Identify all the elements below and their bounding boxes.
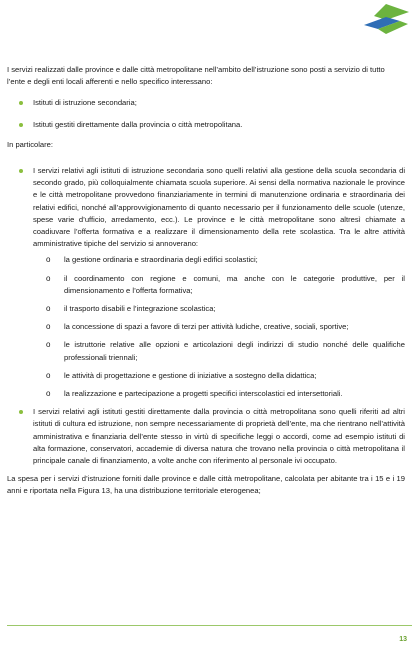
list-item: o il trasporto disabili e l’integrazione scolastica; bbox=[0, 303, 405, 315]
list-item: o la gestione ordinaria e straordinaria degli edifici scolastici; bbox=[0, 254, 405, 266]
bullet-icon bbox=[19, 169, 23, 173]
list-item: o le attività di progettazione e gestione di iniziative a sostegno della didattica; bbox=[0, 370, 405, 382]
circle-bullet-icon: o bbox=[46, 304, 51, 314]
list-item: Istituti gestiti direttamente dalla provincia o città metropolitana. bbox=[7, 119, 405, 131]
circle-bullet-icon: o bbox=[46, 389, 51, 399]
circle-bullet-icon: o bbox=[46, 340, 51, 350]
service-list bbox=[7, 97, 405, 130]
bullet-icon bbox=[19, 123, 23, 127]
section-label: In particolare: bbox=[7, 139, 54, 149]
logo-icon bbox=[362, 3, 410, 35]
list-item: Istituti di istruzione secondaria; bbox=[7, 97, 405, 109]
circle-bullet-icon: o bbox=[46, 255, 51, 265]
bullet-icon bbox=[19, 410, 23, 414]
closing-paragraph: La spesa per i servizi d’istruzione forniti dalle province e dalle città metropolitane, calcolata per abitante tra i 15 e i 19 anni e riportata nella Figura 13, ha una distribuzione territoriale eterogenea; bbox=[7, 474, 405, 496]
footer-divider bbox=[7, 625, 412, 626]
circle-bullet-icon: o bbox=[46, 370, 51, 380]
list-item: o la concessione di spazi a favore di terzi per attività ludiche, creative, sociali, sportive; bbox=[0, 321, 405, 333]
circle-bullet-icon: o bbox=[46, 273, 51, 283]
document-body bbox=[7, 64, 405, 498]
page-number: 13 bbox=[399, 636, 407, 643]
detail-secondary-schools: I servizi relativi agli istituti di istruzione secondaria sono quelli relativi alla gestione della scuola secondaria di secondo grado, più colloquialmente chiamata scuola superiore. Ai sensi della normativa nazionale le province e le città metropolitane provvedono finanziariamente in termini di manutenzione ordinaria e straordinaria dei relativi edifici, nonché all’approvvigionamento di quanto necessario per il funzionamento delle scuole (utenze, spese varie d’ufficio, arredamento, ecc.). Le province e le città metropolitane sono altresì chiamate a coadiuvare l’offerta formativa e a realizzare il dimensionamento della rete scolastica. Tra le altre attività amministrative tipiche del servizio si annoverano: bbox=[7, 165, 405, 250]
intro-paragraph: I servizi realizzati dalle province e dalle città metropolitane nell’ambito dell’istruzione sono posti a servizio di tutto l’ente e degli enti locali afferenti e nello specifico interessano: bbox=[7, 65, 385, 87]
list-item: o la realizzazione e partecipazione a progetti specifici interscolastici ed intersettoriali. bbox=[0, 388, 405, 400]
list-item: o il coordinamento con regione e comuni, ma anche con le categorie produttive, per il dimensionamento e l’offerta formativa; bbox=[46, 273, 405, 295]
circle-bullet-icon: o bbox=[46, 322, 51, 332]
list-item: o le istruttorie relative alle opzioni e articolazioni degli indirizzi di studio nonché delle qualifiche professionali triennali; bbox=[46, 340, 405, 362]
bullet-icon bbox=[19, 101, 23, 105]
activities-list bbox=[0, 254, 405, 400]
detail-direct-institutes: I servizi relativi agli istituti gestiti direttamente dalla provincia o città metropolitana sono quelli riferiti ad altri istituti di cultura ed istruzione, non sempre necessariamente di proprietà dell’ente, ma che rientrano nell’attività amministrativa e finanziaria dell’ente stesso in virtù di specifiche leggi o accordi, come ad esempio istituti di alta formazione, conservatori, accademie di diversa natura che trovano nella provincia o città metropolitana il principale canale di finanziamento, a volte anche con riferimento al personale ivi occupato. bbox=[7, 406, 405, 467]
